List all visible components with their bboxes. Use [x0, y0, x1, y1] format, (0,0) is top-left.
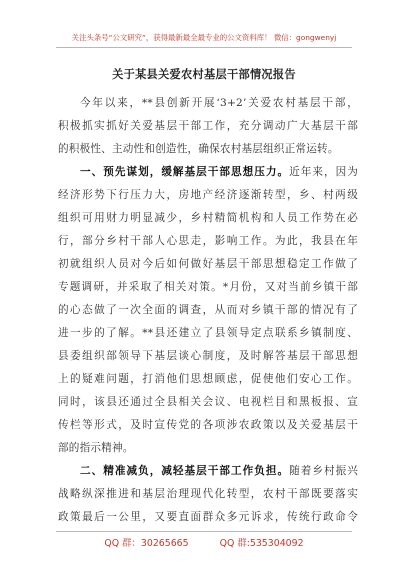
body-line-text: 专题调研，并采取了相关对策。*月份，又对当前乡镇干部 — [58, 281, 358, 293]
section-heading: 二、精准减负，减轻基层干部工作负担。 — [80, 465, 290, 477]
body-line-text: 的心态做了一次全面的调查，从而对乡镇干部的情况有了 — [58, 304, 358, 316]
body-line — [58, 414, 358, 437]
header-note: 关注头条号“公文研究”，获得最新最全最专业的公文资料库！ 微信：gongwenyj — [71, 33, 337, 42]
body-line — [58, 92, 358, 115]
body-line-text: 的积极性、主动性和创造性，确保农村基层组织正常运转。 — [58, 143, 339, 155]
body-line-text: 进一步的了解。**县还建立了县领导定点联系乡镇制度、 — [58, 327, 358, 339]
body-line-text: 县委组织部领导下基层谈心制度，及时解答基层干部思想 — [58, 350, 358, 362]
body-line — [58, 322, 358, 345]
body-line — [58, 483, 358, 506]
body-line-text: 同时，该县还通过全县相关会议、电视栏目和黑板报、宣 — [58, 396, 358, 408]
body-line — [58, 115, 358, 138]
footer — [0, 535, 408, 549]
footer-qq-group-2: QQ 群:535304092 — [219, 538, 304, 549]
body-line-text: 政策最后一公里，又要直面群众多元诉求，传统行政命令 — [58, 511, 358, 523]
body-line — [58, 207, 358, 230]
body-line — [58, 138, 358, 161]
body-line — [58, 460, 358, 483]
body-line-text: 随着乡村振兴 — [289, 465, 358, 477]
body-line — [58, 506, 358, 529]
body-line — [58, 161, 358, 184]
header-divider — [56, 47, 352, 48]
body-line-text: 经济形势下行压力大，房地产经济逐渐转型，乡、村两级 — [58, 189, 358, 201]
body-line-text: 战略纵深推进和基层治理现代化转型，农村干部既要落实 — [58, 488, 358, 500]
body-line — [58, 253, 358, 276]
document-body — [58, 92, 358, 529]
body-line — [58, 276, 358, 299]
body-line — [58, 345, 358, 368]
body-line-text: 行，部分乡村干部人心思走，影响工作。为此，我县在年 — [58, 235, 358, 247]
body-line-text: 初就组织人员对今后如何做好基层干部思想稳定工作做了 — [58, 258, 358, 270]
body-line-text: 传栏等形式，及时宣传党的各项涉农政策以及关爱基层干 — [58, 419, 358, 431]
document-title: 关于某县关爱农村基层干部情况报告 — [112, 67, 296, 81]
body-line — [58, 368, 358, 391]
body-line — [58, 299, 358, 322]
body-line-text: 组织可用财力明显减少，乡村精简机构和人员工作势在必 — [58, 212, 358, 224]
body-line-text: 积极抓实抓好关爱基层干部工作，充分调动广大基层干部 — [58, 120, 358, 132]
body-line — [58, 391, 358, 414]
body-line — [58, 230, 358, 253]
body-line — [58, 184, 358, 207]
body-line-text: 近年来，因为 — [289, 166, 358, 178]
body-line-text: 上的疑难问题，打消他们思想顾虑，促使他们安心工作。 — [58, 373, 358, 385]
body-line-text: 今年以来，**县创新开展‘3+2’关爱农村基层干部， — [80, 97, 358, 109]
footer-qq-group-1: QQ 群：30265665 — [104, 538, 189, 549]
body-line — [58, 437, 358, 460]
footer-divider — [56, 531, 352, 532]
section-heading: 一、预先谋划，缓解基层干部思想压力。 — [80, 166, 290, 178]
body-line-text: 部的指示精神。 — [58, 442, 134, 454]
